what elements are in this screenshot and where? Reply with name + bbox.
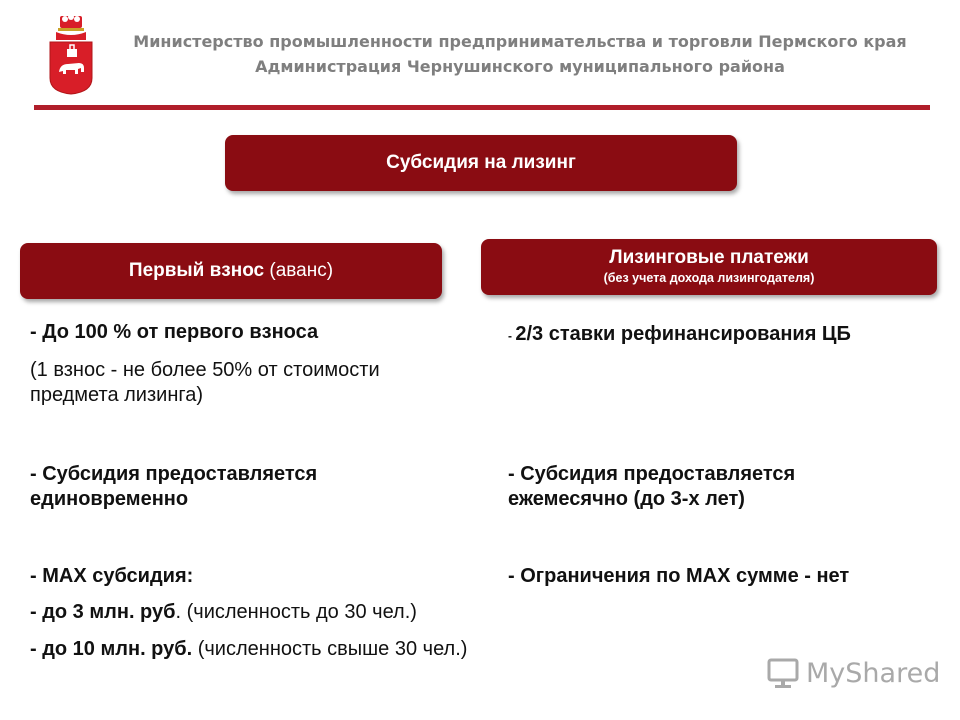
right-item-monthly: - Субсидия предоставляется ежемесячно (до 3-х лет) (508, 463, 796, 510)
left-item-3mln-amount: - до 3 млн. руб (30, 601, 176, 623)
left-item-3mln (30, 600, 500, 625)
right-item-refinancing (508, 322, 898, 349)
perm-coat-of-arms-icon (46, 14, 96, 96)
leasing-payments-banner (481, 239, 937, 295)
left-item-note: (1 взнос - не более 50% от стоимости предмета лизинга) (30, 359, 380, 406)
right-item-refinancing-text: 2/3 ставки рефинансирования ЦБ (515, 323, 851, 345)
header-divider (34, 105, 930, 110)
right-item-refinancing-dash: - (508, 329, 516, 343)
administration-header: Администрация Чернушинского муниципального района (255, 57, 785, 76)
main-title-banner: Субсидия на лизинг (225, 135, 737, 191)
left-item-max-subsidy: - МАХ субсидия: (30, 565, 194, 587)
left-item-one-time: - Субсидия предоставляется единовременно (30, 463, 318, 510)
first-payment-title: Первый взнос (128, 260, 265, 281)
presentation-screen-icon (766, 656, 800, 690)
leasing-payments-subtitle: (без учета дохода лизингодателя) (603, 271, 815, 285)
leasing-payments-title: Лизинговые платежи (609, 247, 809, 268)
left-item-10mln (30, 637, 500, 662)
myshared-watermark (766, 656, 941, 692)
left-item-up-to-100: - До 100 % от первого взноса (30, 321, 319, 343)
first-payment-title-note: (аванс) (264, 260, 334, 281)
ministry-header: Министерство промышленности предпринимательства и торговли Пермского края (133, 32, 907, 51)
left-item-10mln-amount: - до 10 млн. руб. (30, 638, 193, 660)
left-item-10mln-note: (численность свыше 30 чел.) (192, 638, 468, 660)
watermark-text: MyShared (806, 658, 941, 689)
first-payment-banner (20, 243, 442, 299)
left-item-3mln-note: . (численность до 30 чел.) (175, 601, 417, 623)
right-item-no-limit: - Ограничения по МАХ сумме - нет (508, 565, 850, 587)
